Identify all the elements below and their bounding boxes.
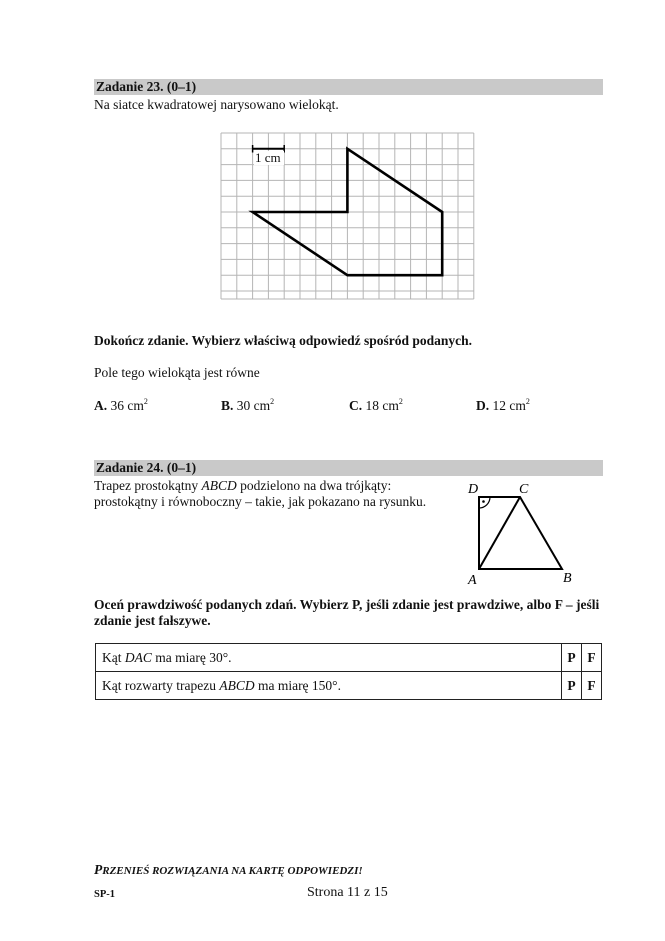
option-p-row2[interactable]: P bbox=[562, 672, 582, 700]
scale-bar bbox=[253, 145, 285, 165]
polygon-grid-figure bbox=[219, 131, 477, 303]
label-d: D bbox=[468, 482, 479, 497]
answer-option-c[interactable]: C. 18 $cm^2$ bbox=[349, 397, 403, 413]
task-23-question: Pole tego wielokąta jest równe bbox=[94, 365, 260, 380]
table-row bbox=[96, 672, 602, 700]
diagonal-ac bbox=[479, 497, 520, 569]
right-angle-dot-icon bbox=[482, 500, 485, 503]
table-row bbox=[96, 644, 602, 672]
statement-cell: Kąt DAC ma miarę 30°. bbox=[96, 644, 562, 672]
option-f-row1[interactable]: F bbox=[582, 644, 602, 672]
answer-option-d[interactable]: D. 12 $cm^2$ bbox=[476, 397, 530, 413]
statement-cell: Kąt rozwarty trapezu ABCD ma miarę 150°. bbox=[96, 672, 562, 700]
trapezoid-figure bbox=[460, 478, 590, 588]
task-23-intro: Na siatce kwadratowej narysowano wielokąt. bbox=[94, 97, 339, 112]
transfer-answers-note: PRZENIEŚ ROZWIĄZANIA NA KARTĘ ODPOWIEDZI! bbox=[94, 862, 363, 877]
task-24-instruction-line2: zdanie jest fałszywe. bbox=[94, 613, 211, 628]
option-p-row1[interactable]: P bbox=[562, 644, 582, 672]
page-number: Strona 11 z 15 bbox=[307, 885, 388, 900]
label-a: A bbox=[468, 573, 477, 588]
label-b: B bbox=[563, 571, 572, 586]
right-angle-mark-icon bbox=[479, 497, 490, 508]
task-24-instruction-line1: Oceń prawdziwość podanych zdań. Wybierz P, jeśli zdanie jest prawdziwe, albo F – jeśli bbox=[94, 597, 600, 612]
task-24-intro-line2: prostokątny i równoboczny – takie, jak pokazano na rysunku. bbox=[94, 494, 427, 509]
task-24-intro-line1: Trapez prostokątny ABCD podzielono na dwa trójkąty: bbox=[94, 478, 392, 493]
exam-code: SP-1 bbox=[94, 889, 115, 900]
label-c: C bbox=[519, 482, 529, 497]
option-f-row2[interactable]: F bbox=[582, 672, 602, 700]
task-23-header: Zadanie 23. (0–1) bbox=[94, 79, 603, 95]
true-false-table bbox=[95, 643, 602, 700]
trapezoid-shape bbox=[479, 497, 562, 569]
task-24-header: Zadanie 24. (0–1) bbox=[94, 460, 603, 476]
answer-option-b[interactable]: B. 30 $cm^2$ bbox=[221, 397, 275, 413]
task-23-instruction: Dokończ zdanie. Wybierz właściwą odpowiedź spośród podanych. bbox=[94, 333, 473, 348]
scale-label: 1 cm bbox=[255, 150, 281, 165]
answer-option-a[interactable]: A. 36 $cm^2$ bbox=[94, 397, 148, 413]
